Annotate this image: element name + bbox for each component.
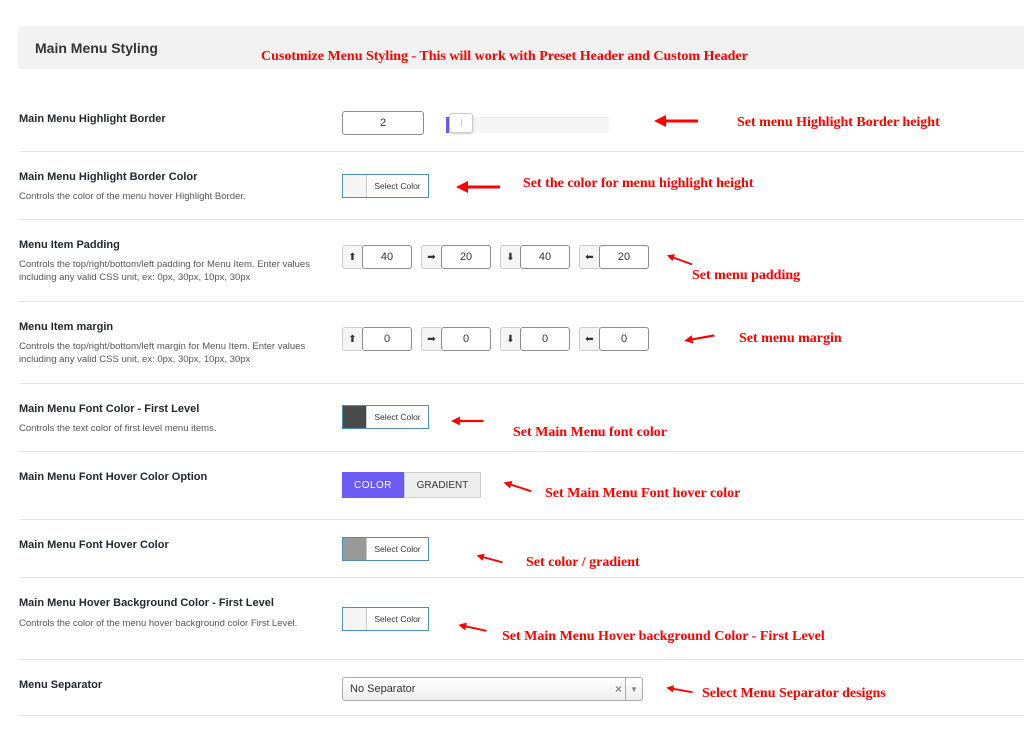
arrow-icon (665, 681, 695, 700)
item-margin-annotation: Set menu margin (739, 331, 842, 346)
hover-color-picker[interactable] (342, 537, 429, 561)
arrow-icon (664, 249, 695, 272)
divider (19, 451, 1024, 452)
arrow-icon (475, 549, 506, 570)
item-padding-label: Menu Item Padding (19, 239, 120, 251)
select-color-button[interactable]: Select Color (374, 181, 421, 191)
select-color-button[interactable]: Select Color (374, 412, 421, 422)
highlight-border-slider-handle[interactable] (449, 113, 473, 133)
highlight-border-color-picker[interactable] (342, 174, 429, 198)
separator-annotation: Select Menu Separator designs (702, 686, 886, 701)
hover-color-label: Main Menu Font Hover Color (19, 539, 169, 551)
arrow-right-icon: ➡ (421, 327, 441, 351)
divider (19, 715, 1024, 716)
separator-select[interactable] (342, 677, 643, 701)
margin-top-input[interactable]: 0 (362, 327, 412, 351)
color-swatch (343, 406, 367, 428)
arrow-icon (502, 476, 535, 499)
separator-selected-value: No Separator (350, 683, 416, 695)
padding-top-input[interactable]: 40 (362, 245, 412, 269)
arrow-icon (451, 414, 485, 428)
font-color-label: Main Menu Font Color - First Level (19, 403, 200, 415)
header-annotation: Cusotmize Menu Styling - This will work with Preset Header and Custom Header (261, 49, 748, 64)
arrow-left-icon: ⬅ (579, 327, 599, 351)
arrow-right-icon: ➡ (421, 245, 441, 269)
margin-right-input[interactable]: 0 (441, 327, 491, 351)
arrow-icon (654, 114, 700, 128)
item-margin-label: Menu Item margin (19, 321, 114, 333)
item-margin-desc: Controls the top/right/bottom/left margin for Menu Item. Enter values including any valid CSS unit, ex: 0px, 30px, 10px, 30px (19, 341, 306, 365)
arrow-left-icon: ⬅ (579, 245, 599, 269)
hover-bg-annotation: Set Main Menu Hover background Color - First Level (502, 629, 825, 644)
arrow-down-icon: ⬇ (500, 327, 520, 351)
hover-color-annotation: Set color / gradient (526, 555, 640, 570)
chevron-down-icon[interactable]: ▼ (625, 678, 642, 700)
color-swatch (343, 608, 367, 630)
highlight-border-color-label: Main Menu Highlight Border Color (19, 171, 198, 183)
arrow-icon (456, 180, 502, 194)
option-gradient-button[interactable]: GRADIENT (404, 472, 481, 498)
divider (19, 151, 1024, 152)
hover-option-label: Main Menu Font Hover Color Option (19, 471, 208, 483)
highlight-border-color-annotation: Set the color for menu highlight height (523, 176, 754, 191)
option-color-button[interactable]: COLOR (342, 472, 404, 498)
divider (19, 383, 1024, 384)
hover-bg-desc: Controls the color of the menu hover background color First Level. (19, 618, 298, 629)
section-title: Main Menu Styling (35, 40, 158, 56)
color-swatch (343, 538, 367, 560)
arrow-up-icon: ⬆ (342, 245, 362, 269)
divider (19, 219, 1024, 220)
margin-left-input[interactable]: 0 (599, 327, 649, 351)
divider (19, 519, 1024, 520)
hover-bg-label: Main Menu Hover Background Color - First Level (19, 597, 274, 609)
highlight-border-input[interactable]: 2 (342, 111, 424, 135)
highlight-border-color-desc: Controls the color of the menu hover Highlight Border. (19, 191, 246, 202)
divider (19, 577, 1024, 578)
margin-bottom-input[interactable]: 0 (520, 327, 570, 351)
padding-bottom-input[interactable]: 40 (520, 245, 570, 269)
clear-icon[interactable]: × (614, 682, 622, 696)
padding-right-input[interactable]: 20 (441, 245, 491, 269)
arrow-icon (683, 328, 717, 347)
separator-label: Menu Separator (19, 679, 103, 691)
arrow-down-icon: ⬇ (500, 245, 520, 269)
padding-left-input[interactable]: 20 (599, 245, 649, 269)
font-color-picker[interactable] (342, 405, 429, 429)
select-color-button[interactable]: Select Color (374, 544, 421, 554)
font-color-desc: Controls the text color of first level menu items. (19, 423, 217, 434)
color-swatch (343, 175, 367, 197)
font-color-annotation: Set Main Menu font color (513, 425, 667, 440)
hover-option-toggle (342, 472, 481, 498)
item-padding-desc: Controls the top/right/bottom/left padding for Menu Item. Enter values including any valid CSS unit, ex: 0px, 30px, 10px, 30px (19, 259, 310, 283)
highlight-border-label: Main Menu Highlight Border (19, 113, 166, 125)
item-padding-annotation: Set menu padding (692, 268, 801, 283)
select-color-button[interactable]: Select Color (374, 614, 421, 624)
divider (19, 301, 1024, 302)
highlight-border-annotation: Set menu Highlight Border height (737, 115, 940, 130)
hover-bg-color-picker[interactable] (342, 607, 429, 631)
hover-option-annotation: Set Main Menu Font hover color (545, 486, 741, 501)
arrow-up-icon: ⬆ (342, 327, 362, 351)
arrow-icon (457, 618, 489, 638)
divider (19, 659, 1024, 660)
